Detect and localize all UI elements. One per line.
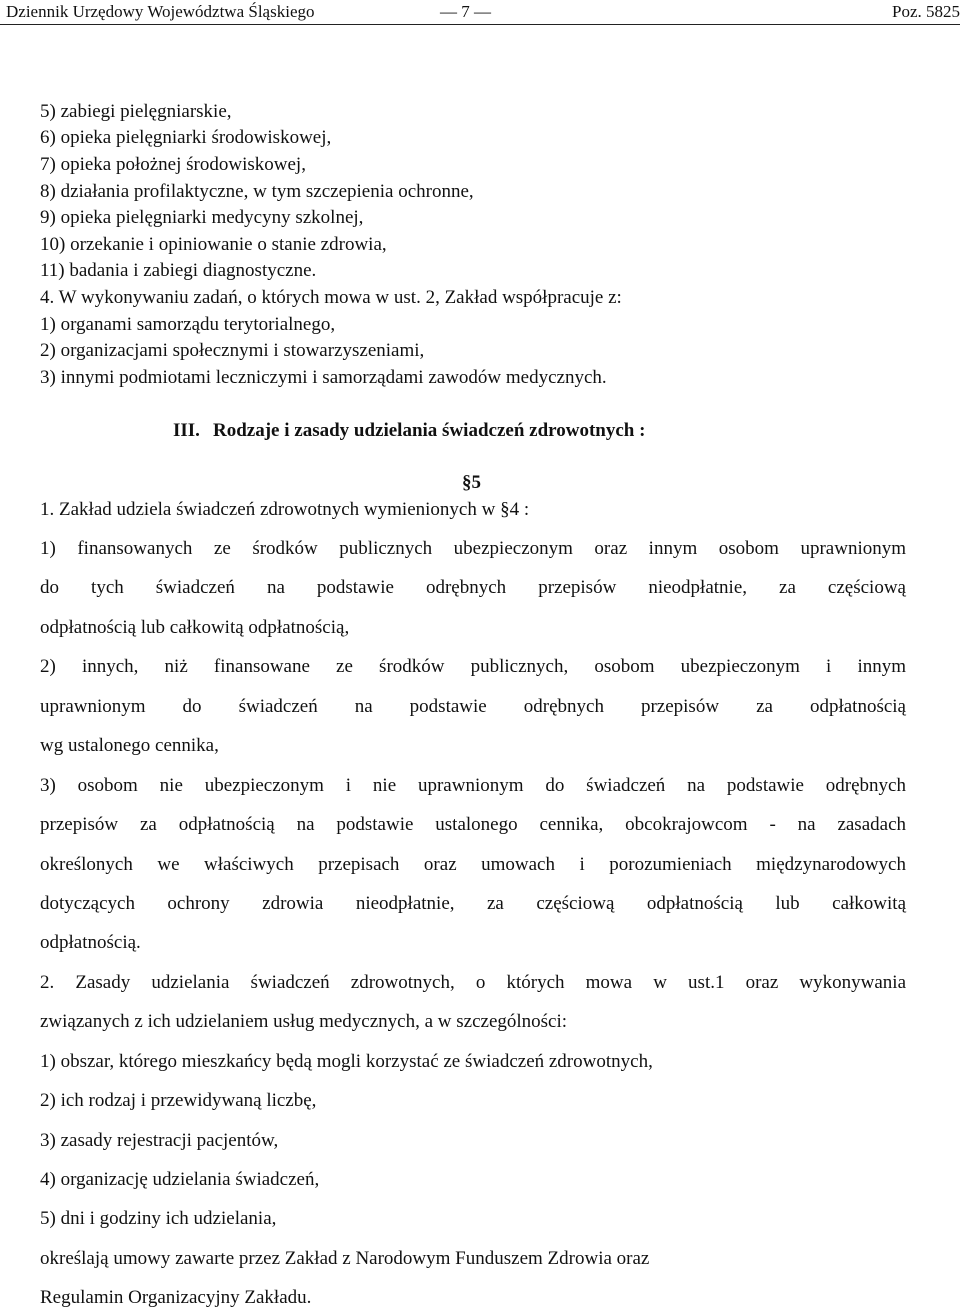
item-3-line: przepisów za odpłatnością na podstawie ustalonego cennika, obcokrajowcom - na zasadach	[40, 814, 906, 835]
journal-title: Dziennik Urzędowy Województwa Śląskiego	[6, 2, 315, 21]
list-item: 7) opieka położnej środowiskowej,	[40, 154, 306, 175]
list-item: 9) opieka pielęgniarki medycyny szkolnej,	[40, 207, 364, 228]
page-number: — 7 —	[440, 2, 491, 21]
paragraph-2-intro-line: 2. Zasady udzielania świadczeń zdrowotnych, o których mowa w ust.1 oraz wykonywania	[40, 972, 906, 993]
list-item: 8) działania profilaktyczne, w tym szczepienia ochronne,	[40, 181, 474, 202]
closing-line: Regulamin Organizacyjny Zakładu.	[40, 1287, 312, 1308]
page-header	[0, 0, 960, 26]
list-item: 6) opieka pielęgniarki środowiskowej,	[40, 127, 332, 148]
list-item: 10) orzekanie i opiniowanie o stanie zdrowia,	[40, 234, 387, 255]
item-1-line: do tych świadczeń na podstawie odrębnych przepisów nieodpłatnie, za częściową	[40, 577, 906, 598]
list-item: 1) obszar, którego mieszkańcy będą mogli korzystać ze świadczeń zdrowotnych,	[40, 1051, 653, 1072]
item-2-line: uprawnionym do świadczeń na podstawie odrębnych przepisów za odpłatnością	[40, 696, 906, 717]
paragraph-1-intro: 1. Zakład udziela świadczeń zdrowotnych wymienionych w §4 :	[40, 499, 530, 520]
list-item: 2) organizacjami społecznymi i stowarzyszeniami,	[40, 340, 425, 361]
header-rule	[0, 24, 960, 25]
list-item: 3) innymi podmiotami leczniczymi i samorządami zawodów medycznych.	[40, 367, 607, 388]
item-3-line: 3) osobom nie ubezpieczonym i nie uprawnionym do świadczeń na podstawie odrębnych	[40, 775, 906, 796]
list-item: 5) zabiegi pielęgniarskie,	[40, 101, 232, 122]
item-3-line: określonych we właściwych przepisach oraz umowach i porozumieniach międzynarodowych	[40, 854, 906, 875]
item-3-line: odpłatnością.	[40, 932, 141, 953]
point-4-intro: 4. W wykonywaniu zadań, o których mowa w ust. 2, Zakład współpracuje z:	[40, 287, 622, 308]
item-1-line: 1) finansowanych ze środków publicznych ubezpieczonym oraz innym osobom uprawnionym	[40, 538, 906, 559]
list-item: 3) zasady rejestracji pacjentów,	[40, 1130, 279, 1151]
list-item: 1) organami samorządu terytorialnego,	[40, 314, 336, 335]
section-title: Rodzaje i zasady udzielania świadczeń zdrowotnych :	[213, 420, 646, 441]
section-number: III.	[173, 420, 200, 441]
item-2-line: 2) innych, niż finansowane ze środków publicznych, osobom ubezpieczonym i innym	[40, 656, 906, 677]
item-1-line: odpłatnością lub całkowitą odpłatnością,	[40, 617, 350, 638]
list-item: 2) ich rodzaj i przewidywaną liczbę,	[40, 1090, 317, 1111]
list-item: 4) organizację udzielania świadczeń,	[40, 1169, 320, 1190]
list-item: 5) dni i godziny ich udzielania,	[40, 1208, 277, 1229]
position-number: Poz. 5825	[892, 2, 960, 21]
paragraph-2-intro-line: związanych z ich udzielaniem usług medycznych, a w szczególności:	[40, 1011, 568, 1032]
closing-line: określają umowy zawarte przez Zakład z Narodowym Funduszem Zdrowia oraz	[40, 1248, 650, 1269]
item-2-line: wg ustalonego cennika,	[40, 735, 219, 756]
list-item: 11) badania i zabiegi diagnostyczne.	[40, 260, 317, 281]
item-3-line: dotyczących ochrony zdrowia nieodpłatnie, za częściową odpłatnością lub całkowitą	[40, 893, 906, 914]
paragraph-mark: §5	[462, 472, 481, 493]
